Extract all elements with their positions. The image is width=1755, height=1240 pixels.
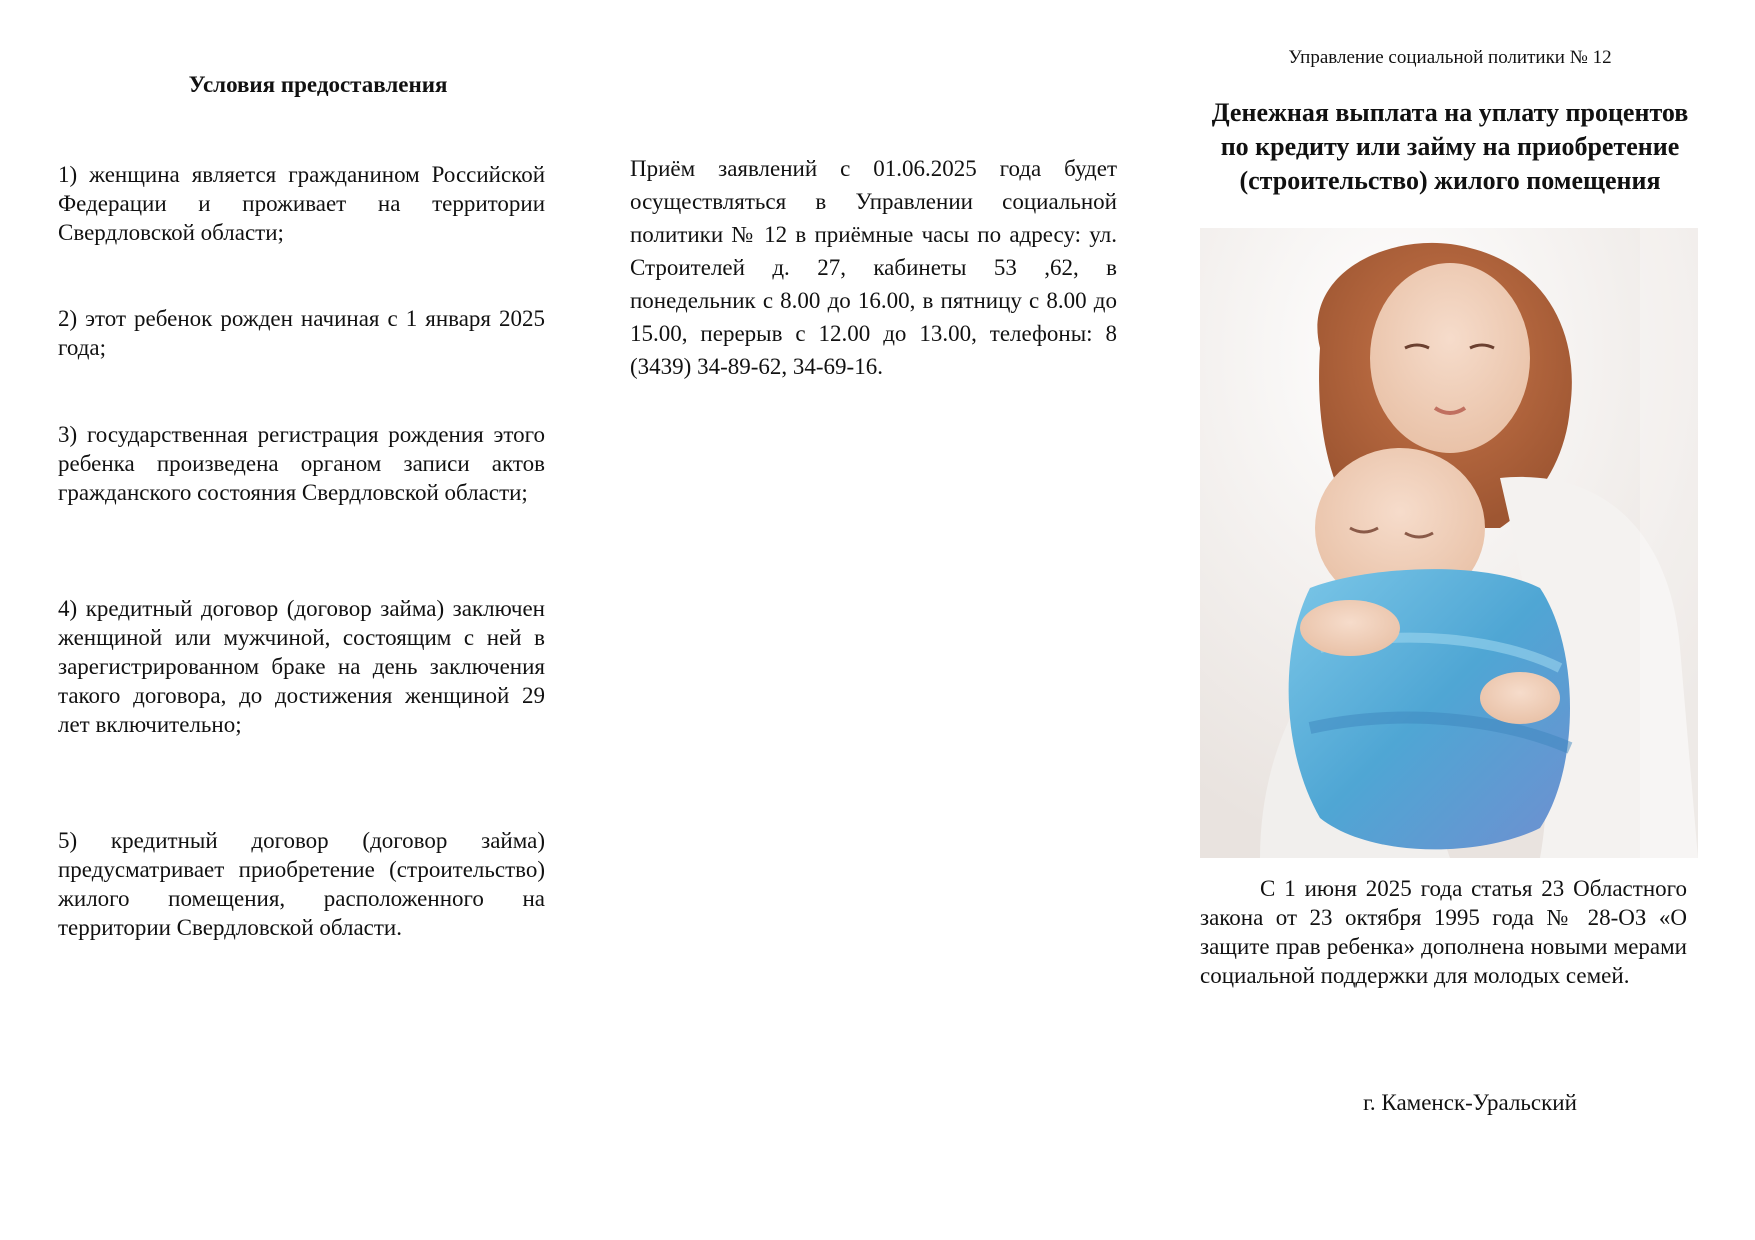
city-name: г. Каменск-Уральский xyxy=(1363,1090,1577,1115)
conditions-title: Условия предоставления xyxy=(188,72,448,97)
condition-item-4: 4) кредитный договор (договор займа) заключен женщиной или мужчиной, состоящим с ней в зарегистрированном браке на день заключения такого договора, до достижения женщиной 29 лет включительно; xyxy=(58,596,545,737)
organization-name: Управление социальной политики № 12 xyxy=(1288,47,1612,68)
mother-and-baby-illustration xyxy=(1200,228,1698,858)
reception-info: Приём заявлений с 01.06.2025 года будет осуществляться в Управлении социальной политики № 12 в приёмные часы по адресу: ул. Строителей д. 27, кабинеты 53 ,62, в понедельник с 8.00 до 16.00, в пятницу с 8.00 до 15.00, перерыв с 12.00 до 13.00, телефоны: 8 (3439) 34-89-62, 34-69-16. xyxy=(630,156,1117,379)
condition-item-2: 2) этот ребенок рожден начиная с 1 января 2025 года; xyxy=(58,306,545,360)
main-title: Денежная выплата на уплату процентов по кредиту или займу на приобретение (строительство) жилого помещения xyxy=(1211,98,1689,195)
mother-and-baby-photo xyxy=(1200,228,1698,858)
condition-item-5: 5) кредитный договор (договор займа) предусматривает приобретение (строительство) жилого помещения, расположенного на территории Свердловской области. xyxy=(58,828,545,940)
law-amendment-text: С 1 июня 2025 года статья 23 Областного закона от 23 октября 1995 года № 28-ОЗ «О защите прав ребенка» дополнена новыми мерами социальной поддержки для молодых семей. xyxy=(1200,876,1687,988)
condition-item-3: 3) государственная регистрация рождения этого ребенка произведена органом записи актов гражданского состояния Свердловской области; xyxy=(58,422,545,505)
condition-item-1: 1) женщина является гражданином Российской Федерации и проживает на территории Свердловской области; xyxy=(58,162,545,245)
